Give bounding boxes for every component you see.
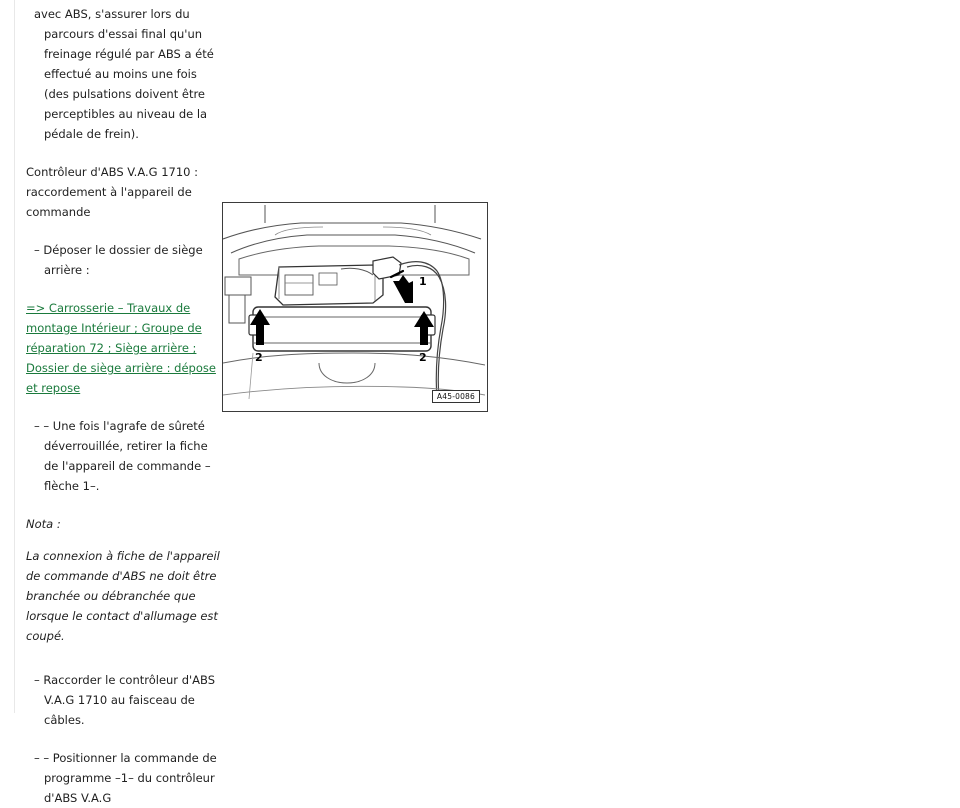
callout-label-2-right: 2 [419,351,427,364]
spacer [26,144,222,162]
paragraph-abs-intro: avec ABS, s'assurer lors du parcours d'essai final qu'un freinage régulé par ABS a été effectué au moins une fois (des pulsations doivent être perceptibles au niveau de la pédale de frein). [34,7,214,141]
text-column [26,4,222,808]
spacer [26,496,222,514]
spacer [26,280,222,298]
spacer [26,646,222,670]
nota-title: Nota : [26,517,61,531]
heading-controleur-abs: Contrôleur d'ABS V.A.G 1710 : raccordement à l'appareil de commande [26,165,199,219]
spacer [26,222,222,240]
callout-label-1: 1 [419,275,427,288]
figure-code-label: A45-0086 [432,390,480,403]
step-raccorder-controleur: – Raccorder le contrôleur d'ABS V.A.G 1710 au faisceau de câbles. [34,673,216,727]
left-margin-rail [0,0,15,713]
figure-abs-control-unit [222,202,488,412]
cross-reference-block[interactable] [26,298,222,398]
cross-reference-link[interactable]: => Carrosserie – Travaux de montage Intérieur ; Groupe de réparation 72 ; Siège arrière ; Dossier de siège arrière : dépose et repose [26,301,216,395]
spacer [26,398,222,416]
spacer [26,730,222,748]
step-agrafe-surete: – – Une fois l'agrafe de sûreté déverrouillée, retirer la fiche de l'appareil de commande –flèche 1–. [34,419,211,493]
step-positionner-commande: – – Positionner la commande de programme –1– du contrôleur d'ABS V.A.G [34,751,217,805]
step-deposer-dossier: – Déposer le dossier de siège arrière : [34,243,203,277]
nota-body: La connexion à fiche de l'appareil de commande d'ABS ne doit être branchée ou débranchée que lorsque le contact d'allumage est coupé. [26,549,220,643]
figure-illustration [223,203,485,409]
spacer [26,534,222,546]
callout-label-2-left: 2 [255,351,263,364]
